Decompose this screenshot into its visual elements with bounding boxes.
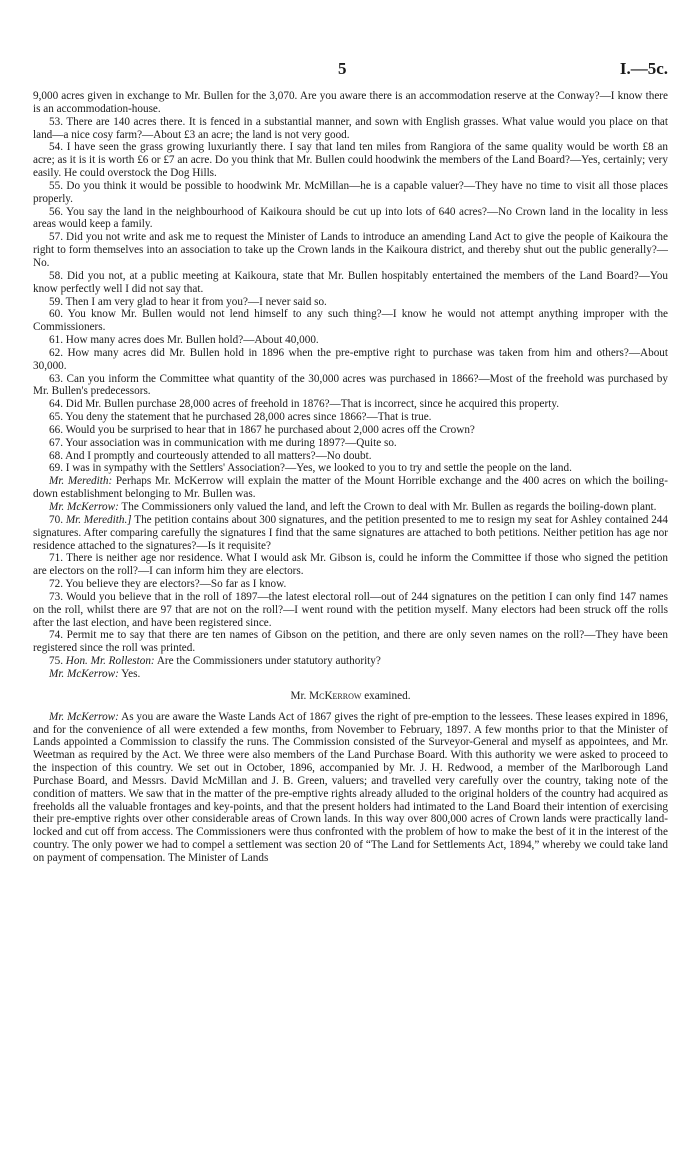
evidence-paragraph [33,655,668,668]
paragraph-text: 59. Then I am very glad to hear it from you?—I never said so. [49,295,327,308]
evidence-paragraph [33,462,668,475]
paragraph-text: 67. Your association was in communication with me during 1897?—Quite so. [49,436,397,449]
evidence-paragraph [33,450,668,463]
paragraph-text: 55. Do you think it would be possible to hoodwink Mr. McMillan—he is a capable valuer?—They have no time to visit all those places properly. [33,179,668,205]
evidence-paragraph [33,296,668,309]
paragraph-text: 62. How many acres did Mr. Bullen hold in 1896 when the pre-emptive right to purchase was taken from him and others?—About 30,000. [33,346,668,372]
evidence-paragraph [33,116,668,142]
evidence-paragraph [33,334,668,347]
paragraph-text: 71. There is neither age nor residence. What I would ask Mr. Gibson is, could he inform the Committee if those who signed the petition are electors on the roll?—I can inform him they are electors. [33,552,668,578]
heading-prefix: Mr. [290,689,310,702]
question-number: 70. [49,513,66,526]
evidence-paragraph [33,206,668,232]
paragraph-text: 68. And I promptly and courteously attended to all matters?—No doubt. [49,449,372,462]
speaker-name: Hon. Mr. Rolleston: [65,655,155,668]
evidence-paragraph [33,398,668,411]
paragraph-text: 72. You believe they are electors?—So far as I know. [49,578,287,591]
evidence-paragraph [33,270,668,296]
paragraph-text: 60. You know Mr. Bullen would not lend himself to any such thing?—I know he would not attempt anything improper with the Commissioners. [33,308,668,334]
evidence-paragraph [33,373,668,399]
evidence-paragraph [33,308,668,334]
paragraph-text: Yes. [118,667,141,680]
paragraph-text: 69. I was in sympathy with the Settlers' Association?—Yes, we looked to you to try and settle the people on the land. [49,462,572,475]
evidence-paragraph [33,437,668,450]
paragraph-text: 63. Can you inform the Committee what quantity of the 30,000 acres was purchased in 1866?—Most of the freehold was purchased by Mr. Bullen's predecessors. [33,372,668,398]
statement-text: As you are aware the Waste Lands Act of 1867 gives the right of pre-emption to the lessees. These leases expired in 1896, and for the convenience of all were extended a few months, from November to February, 1897. A few months prior to that the Minister of Lands appointed a Commission to classify the runs. The Commission consisted of the Surveyor-General and myself as appointees, and Mr. Weetman as required by the Act. We three were also members of the Land Purchase Board. With this authority we were asked to proceed to the inspection of this country. We set out in October, 1896, accompanied by Mr. J. H. Redwood, a member of the Marlborough Land Purchase Board, and Messrs. David McMillan and J. B. Green, valuers; and travelled very carefully over the country, taking note of the condition of matters. We saw that in the matter of the pre-emptive rights already alluded to the original holders of the country had acquired as freeholds all the valuable frontages and key-points, and that the present holders had intimated to the Land Board their intention of exercising their pre-emptive rights over other considerable areas of Crown lands. In this way over 800,000 acres of Crown lands were practically land-locked and cut off from access. The Commissioners were thus confronted with the problem of how to make the best of it in the interest of the country. The only power we had to compel a settlement was section 20 of “The Land for Settlements Act, 1894,” whereby we could take land on payment of compensation. The Minister of Lands [33,710,668,864]
evidence-paragraph [33,90,668,116]
paragraph-text: Perhaps Mr. McKerrow will explain the matter of the Mount Horrible exchange and the 400 acres on which the boiling-down establishment belonging to Mr. Bullen was. [33,475,668,501]
paragraph-text: 9,000 acres given in exchange to Mr. Bullen for the 3,070. Are you aware there is an accommodation reserve at the Conway?—I know there is an accommodation-house. [33,90,668,115]
paragraph-text: 61. How many acres does Mr. Bullen hold?—About 40,000. [49,334,319,347]
evidence-paragraph [33,514,668,553]
section-heading [33,690,668,703]
evidence-paragraph [33,552,668,578]
speaker-name: Mr. McKerrow: [49,501,119,513]
paragraph-text: 66. Would you be surprised to hear that in 1867 he purchased about 2,000 acres off the Crown? [49,423,475,436]
paragraph-text: 65. You deny the statement that he purchased 28,000 acres since 1866?—That is true. [49,411,432,424]
evidence-paragraph [33,578,668,591]
paragraph-text: 56. You say the land in the neighbourhood of Kaikoura should be cut up into lots of 640 acres?—No Crown land in the locality in less areas would keep a family. [33,205,668,231]
evidence-paragraph [33,629,668,655]
speaker-name: Mr. Meredith: [49,475,113,488]
heading-suffix: examined. [361,689,411,702]
evidence-paragraph [33,501,668,514]
evidence-text [33,90,668,865]
evidence-paragraph [33,668,668,681]
evidence-paragraph [33,475,668,501]
evidence-paragraph [33,424,668,437]
paragraph-text: 74. Permit me to say that there are ten names of Gibson on the petition, and there are only seven names on the roll?—They have been registered since the roll was printed. [33,629,668,655]
paragraph-text: Are the Commissioners under statutory authority? [154,655,381,668]
paragraph-text: 73. Would you believe that in the roll of 1897—the latest electoral roll—out of 244 signatures on the petition I can only find 147 names on the roll, whilst there are 97 that are not on the roll?—I went round with the petition myself. Many electors had been struck off the rolls after the last election, and have been registered since. [33,590,668,629]
evidence-paragraph [33,180,668,206]
question-number: 75. [49,655,66,668]
evidence-paragraph [33,141,668,180]
speaker-name: Mr. McKerrow: [49,667,119,680]
speaker-name: Mr. McKerrow: [49,710,119,723]
evidence-paragraph [33,231,668,270]
heading-name: McKerrow [309,689,362,702]
paragraph-text: 64. Did Mr. Bullen purchase 28,000 acres of freehold in 1876?—That is incorrect, since he acquired this property. [49,398,560,411]
paragraph-text: 54. I have seen the grass growing luxuriantly there. I say that land ten miles from Rangiora of the same quality would be worth £8 an acre; as it is it is worth £6 or £7 an acre. Do you think that Mr. Bullen could hoodwink the members of the Land Board?—Yes, certainly; very easily. He could overstock the Dog Hills. [33,141,668,180]
paragraph-text: The Commissioners only valued the land, and left the Crown to deal with Mr. Bullen as regards the boiling-down plant. [118,501,657,513]
evidence-paragraph [33,411,668,424]
paragraph-text: 57. Did you not write and ask me to request the Minister of Lands to introduce an amending Land Act to give the people of Kaikoura the right to form themselves into an association to take up the Crown lands in the Kaikoura district, and thereby shut out the public generally?—No. [33,231,668,269]
evidence-paragraph [33,347,668,373]
statement-paragraph [33,711,668,865]
page-number: 5 [338,59,347,78]
paragraph-text: 58. Did you not, at a public meeting at Kaikoura, state that Mr. Bullen hospitably entertained the members of the Land Board?—You know perfectly well I did not say that. [33,269,668,295]
paragraph-text: 53. There are 140 acres there. It is fenced in a substantial manner, and sown with English grasses. What value would you place on that land—a nice cosy farm?—About £3 an acre; the land is not very good. [33,115,668,141]
document-reference: I.—5c. [619,59,668,78]
evidence-paragraph [33,591,668,630]
paragraph-text: The petition contains about 300 signatures, and the petition presented to me to resign my seat for Ashley contained 244 signatures. After comparing carefully the signatures I find that the same signatures are attached to both petitions. Neither petition has age nor residence attached to the signatures?—Is it requisite? [33,513,668,552]
speaker-name: Mr. Meredith.] [65,513,132,526]
